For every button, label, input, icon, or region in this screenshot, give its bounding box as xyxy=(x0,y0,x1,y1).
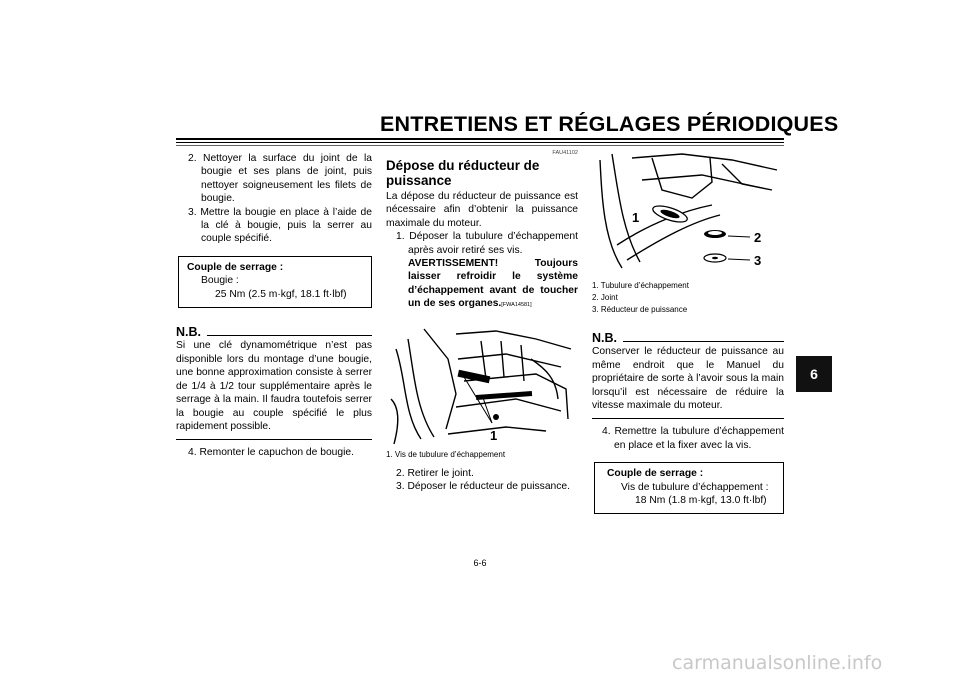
warning-text xyxy=(386,257,578,313)
figure-caption-1: 1. Tubulure d’échappement xyxy=(592,281,689,290)
step-3: 3. Mettre la bougie en place à l’aide de la clé à bougie, puis la serrer au couple spécifié. xyxy=(188,206,372,245)
torque-item: Vis de tubulure d’échappement : xyxy=(621,481,769,493)
warning-code: [FWA14581] xyxy=(501,302,532,309)
nb-text: Si une clé dynamométrique n’est pas disponible lors du montage d’une bougie, une bonne approximation consiste à serrer de 1/4 à 1/2 tour supplémentaire après le serrage à la main. Il faudra toutefois serrer la bougie au couple spécifié le plus rapidement possible. xyxy=(176,340,372,432)
step-2: 2. Nettoyer la surface du joint de la bougie et ses plans de joint, puis nettoyer soigneusement les filets de bougie. xyxy=(188,153,372,205)
restrictor-illustration xyxy=(592,150,784,278)
figure-caption-3: 3. Réducteur de puissance xyxy=(592,305,688,314)
callout-2: 2 xyxy=(754,230,762,245)
step-2: 2. Retirer le joint. xyxy=(396,467,474,479)
nb-heading xyxy=(176,326,372,339)
page-number: 6-6 xyxy=(473,558,487,568)
section-code: FAU41102 xyxy=(552,150,578,156)
callout-1: 1 xyxy=(490,427,498,443)
step-4: 4. Remonter le capuchon de bougie. xyxy=(188,447,355,459)
section-title: Dépose du réducteur de puissance xyxy=(386,158,540,188)
step-4: 4. Remettre la tubulure d’échappement en place et la fixer avec la vis. xyxy=(602,426,784,451)
callout-3: 3 xyxy=(754,253,762,268)
chapter-tab: 6 xyxy=(796,356,832,392)
column-left xyxy=(176,152,372,460)
step-1: 1. Déposer la tubulure d’échappement après avoir retiré ses vis. xyxy=(396,231,578,256)
torque-title: Couple de serrage : xyxy=(607,468,704,480)
torque-value: 25 Nm (2.5 m·kgf, 18.1 ft·lbf) xyxy=(215,288,347,300)
section-intro: La dépose du réducteur de puissance est nécessaire afin d’obtenir la puissance maximale du moteur. xyxy=(386,191,578,229)
figure-caption-2: 2. Joint xyxy=(592,293,618,302)
column-middle xyxy=(386,150,578,493)
step-3: 3. Déposer le réducteur de puissance. xyxy=(396,481,571,493)
column-right xyxy=(592,150,784,514)
nb-label: N.B. xyxy=(176,325,201,340)
watermark: carmanualsonline.info xyxy=(672,652,883,674)
header-rule xyxy=(176,142,784,143)
torque-value: 18 Nm (1.8 m·kgf, 13.0 ft·lbf) xyxy=(635,495,767,507)
nb-end-rule xyxy=(176,439,372,440)
nb-heading xyxy=(592,332,784,345)
nb-end-rule xyxy=(592,418,784,419)
callout-1: 1 xyxy=(632,210,640,225)
warning-body: AVERTISSEMENT! Toujours laisser refroidir le système d’échappement avant de toucher un de ses organes. xyxy=(408,258,578,310)
torque-title: Couple de serrage : xyxy=(187,261,284,273)
nb-label: N.B. xyxy=(592,331,617,345)
header-rule xyxy=(176,145,784,146)
figure-caption: 1. Vis de tubulure d’échappement xyxy=(386,449,506,459)
torque-box xyxy=(178,256,372,308)
nb-text: Conserver le réducteur de puissance au même endroit que le Manuel du propriétaire de sorte à l’avoir sous la main lorsqu’il est nécessaire de réduire la vitesse maximale du moteur. xyxy=(592,346,784,412)
page-title: ENTRETIENS ET RÉGLAGES PÉRIODIQUES xyxy=(380,112,839,136)
exhaust-screws-drawing xyxy=(386,319,578,447)
exhaust-screws-illustration xyxy=(386,319,578,447)
header-rule xyxy=(176,138,784,140)
torque-box xyxy=(594,462,784,514)
torque-item: Bougie : xyxy=(201,275,239,287)
restrictor-drawing xyxy=(592,150,784,278)
